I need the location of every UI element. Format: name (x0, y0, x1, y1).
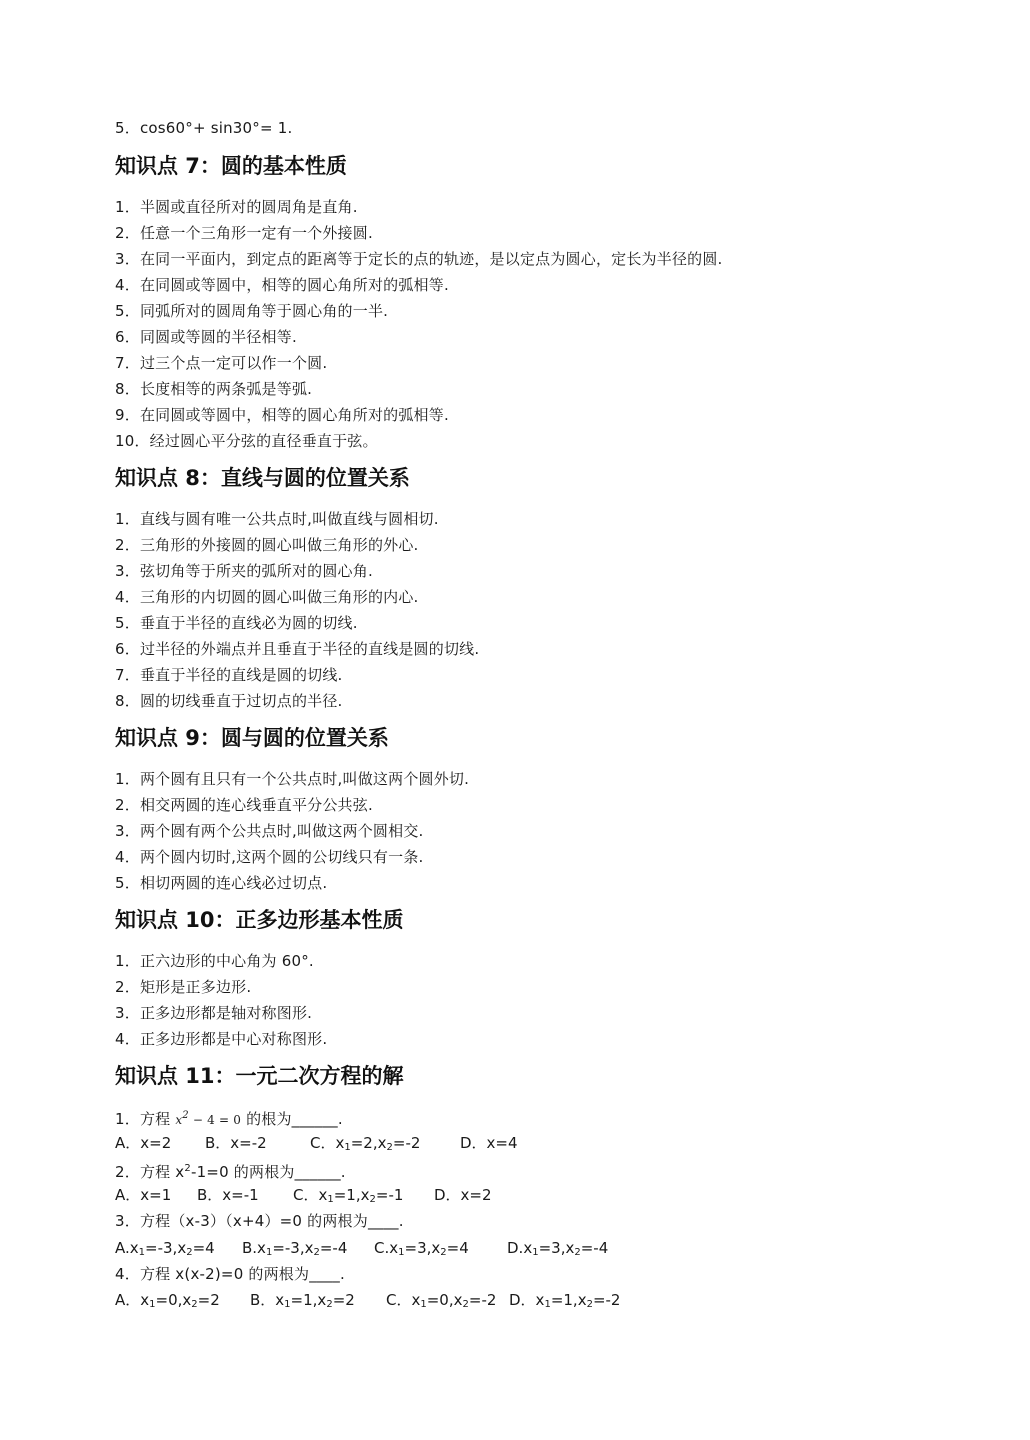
q4-option-c: C．$x_1=0,x_2=-2$ (386, 1291, 497, 1310)
s10-item-3: 3．正多边形都是轴对称图形. (115, 1004, 313, 1022)
s7-item-1: 1．半圆或直径所对的圆周角是直角. (115, 198, 358, 216)
q2-stem: 2．方程 $x^2-1=0$ 的两根为______. (115, 1163, 346, 1181)
s8-item-8: 8．圆的切线垂直于过切点的半径. (115, 692, 343, 710)
q1-eq-x: x (175, 1113, 183, 1127)
q2-option-c: C．$x_1=1,x_2=-1$ (293, 1186, 404, 1205)
q1-option-a: A．x=2 (115, 1134, 172, 1152)
q3-option-d: $D.x_1=3,x_2=-4$ (507, 1239, 609, 1258)
s8-item-1: 1．直线与圆有唯一公共点时,叫做直线与圆相切. (115, 510, 439, 528)
q1-option-c: C．$x_1=2,x_2=-2$ (310, 1134, 421, 1153)
q1-eq-power: 2 (182, 1110, 189, 1121)
s7-item-8: 8．长度相等的两条弧是等弧. (115, 380, 313, 398)
q1-prefix: 1．方程 (115, 1110, 171, 1128)
q3-option-a: $A.x_1=-3,x_2=4$ (115, 1239, 215, 1258)
q2-option-a: A．x=1 (115, 1186, 172, 1204)
q1-stem (115, 1106, 343, 1130)
s7-item-2: 2．任意一个三角形一定有一个外接圆. (115, 224, 373, 242)
q1-suffix: 的根为______. (246, 1110, 343, 1128)
q4-option-a: A．$x_1=0,x_2=2$ (115, 1291, 220, 1310)
s8-item-2: 2．三角形的外接圆的圆心叫做三角形的外心. (115, 536, 419, 554)
s8-item-3: 3．弦切角等于所夹的弧所对的圆心角. (115, 562, 373, 580)
q3-stem: 3．方程（x-3）（x+4）=0 的两根为____. (115, 1212, 404, 1230)
s9-item-2: 2．相交两圆的连心线垂直平分公共弦. (115, 796, 373, 814)
s10-item-1: 1．正六边形的中心角为 60°. (115, 952, 314, 970)
s7-item-3: 3．在同一平面内，到定点的距离等于定长的点的轨迹，是以定点为圆心，定长为半径的圆. (115, 250, 723, 268)
q4-option-b: B．$x_1=1,x_2=2$ (250, 1291, 355, 1310)
q3-option-b: $B.x_1=-3,x_2=-4$ (242, 1239, 348, 1258)
s7-item-6: 6．同圆或等圆的半径相等. (115, 328, 297, 346)
q3-option-c: $C.x_1=3,x_2=4$ (374, 1239, 469, 1258)
q2-option-b: B．x=-1 (197, 1186, 259, 1204)
s8-item-7: 7．垂直于半径的直线是圆的切线. (115, 666, 343, 684)
q4-stem: 4．方程 x(x-2)=0 的两根为____. (115, 1265, 345, 1283)
s9-item-4: 4．两个圆内切时,这两个圆的公切线只有一条. (115, 848, 424, 866)
q2-power: 2 (184, 1163, 191, 1174)
section-11-heading: 知识点 11：一元二次方程的解 (115, 1064, 404, 1088)
s7-item-4: 4．在同圆或等圆中，相等的圆心角所对的弧相等. (115, 276, 449, 294)
section-9-heading: 知识点 9：圆与圆的位置关系 (115, 726, 389, 750)
s10-item-2: 2．矩形是正多边形. (115, 978, 252, 996)
top-line: 5．cos60°+ sin30°= 1. (115, 119, 293, 137)
s7-item-10: 10．经过圆心平分弦的直径垂直于弦。 (115, 432, 378, 450)
q2-option-d: D．x=2 (434, 1186, 492, 1204)
section-10-heading: 知识点 10：正多边形基本性质 (115, 908, 404, 932)
q1-eq-rest: − 4 = 0 (192, 1113, 242, 1127)
section-8-heading: 知识点 8：直线与圆的位置关系 (115, 466, 410, 490)
s7-item-5: 5．同弧所对的圆周角等于圆心角的一半. (115, 302, 389, 320)
s7-item-7: 7．过三个点一定可以作一个圆. (115, 354, 328, 372)
s8-item-5: 5．垂直于半径的直线必为圆的切线. (115, 614, 358, 632)
s9-item-3: 3．两个圆有两个公共点时,叫做这两个圆相交. (115, 822, 424, 840)
s10-item-4: 4．正多边形都是中心对称图形. (115, 1030, 328, 1048)
s8-item-4: 4．三角形的内切圆的圆心叫做三角形的内心. (115, 588, 419, 606)
s8-item-6: 6．过半径的外端点并且垂直于半径的直线是圆的切线. (115, 640, 480, 658)
s9-item-1: 1．两个圆有且只有一个公共点时,叫做这两个圆外切. (115, 770, 470, 788)
s9-item-5: 5．相切两圆的连心线必过切点. (115, 874, 328, 892)
q1-option-b: B．x=-2 (205, 1134, 267, 1152)
q4-option-d: D．$x_1=1,x_2=-2$ (509, 1291, 621, 1310)
section-7-heading: 知识点 7：圆的基本性质 (115, 154, 347, 178)
q1-option-d: D．x=4 (460, 1134, 518, 1152)
s7-item-9: 9．在同圆或等圆中，相等的圆心角所对的弧相等. (115, 406, 449, 424)
q1-equation (175, 1110, 242, 1127)
